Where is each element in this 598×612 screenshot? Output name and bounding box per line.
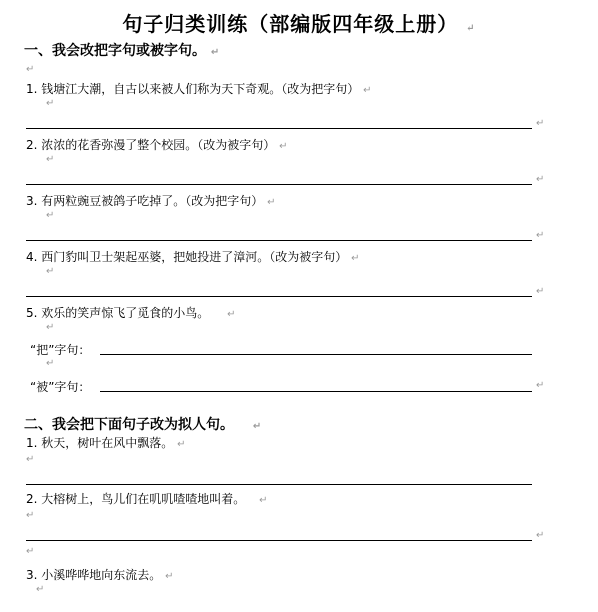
question-3 bbox=[26, 192, 275, 209]
question-text: 2. 浓浓的花香弥漫了整个校园。（改为被字句） bbox=[26, 138, 276, 152]
paragraph-mark: ↵ bbox=[46, 266, 55, 277]
page-title bbox=[0, 8, 598, 37]
section1-heading-text: 一、我会改把字句或被字句。 bbox=[24, 43, 206, 59]
section2-heading bbox=[24, 414, 261, 434]
question-4 bbox=[26, 248, 360, 265]
paragraph-mark: ↵ bbox=[46, 154, 55, 165]
answer-line[interactable] bbox=[26, 540, 532, 541]
paragraph-mark: ↵ bbox=[26, 546, 35, 557]
question-5 bbox=[26, 304, 235, 321]
paragraph-mark: ↵ bbox=[46, 210, 55, 221]
paragraph-mark: ↵ bbox=[536, 380, 545, 391]
paragraph-mark: ↵ bbox=[165, 571, 174, 582]
answer-line[interactable] bbox=[26, 296, 532, 297]
paragraph-mark: ↵ bbox=[252, 421, 262, 432]
paragraph-mark: ↵ bbox=[466, 23, 476, 34]
paragraph-mark: ↵ bbox=[536, 530, 545, 541]
s2-question-2 bbox=[26, 490, 267, 507]
bei-sentence-label: “被”字句： bbox=[30, 380, 91, 394]
question-text: 2. 大榕树上，鸟儿们在叽叽喳喳地叫着。 bbox=[26, 492, 246, 506]
paragraph-mark: ↵ bbox=[259, 495, 268, 506]
bei-answer-line[interactable] bbox=[100, 391, 532, 392]
paragraph-mark: ↵ bbox=[363, 85, 372, 96]
question-text: 5. 欢乐的笑声惊飞了觅食的小鸟。 bbox=[26, 306, 210, 320]
paragraph-mark: ↵ bbox=[227, 309, 236, 320]
paragraph-mark: ↵ bbox=[46, 358, 55, 369]
ba-answer-line[interactable] bbox=[100, 354, 532, 355]
paragraph-mark: ↵ bbox=[26, 64, 35, 75]
paragraph-mark: ↵ bbox=[267, 197, 276, 208]
answer-line[interactable] bbox=[26, 184, 532, 185]
paragraph-mark: ↵ bbox=[536, 230, 545, 241]
paragraph-mark: ↵ bbox=[46, 322, 55, 333]
s2-question-1 bbox=[26, 434, 185, 451]
paragraph-mark: ↵ bbox=[26, 454, 35, 465]
question-1 bbox=[26, 80, 372, 97]
question-2 bbox=[26, 136, 287, 153]
paragraph-mark: ↵ bbox=[536, 118, 545, 129]
section2-heading-text: 二、我会把下面句子改为拟人句。 bbox=[24, 417, 234, 433]
question-text: 4. 西门豹叫卫士架起巫婆，把她投进了漳河。（改为被字句） bbox=[26, 250, 348, 264]
question-text: 1. 秋天，树叶在风中飘落。 bbox=[26, 436, 174, 450]
paragraph-mark: ↵ bbox=[536, 174, 545, 185]
paragraph-mark: ↵ bbox=[46, 98, 55, 109]
paragraph-mark: ↵ bbox=[26, 510, 35, 521]
question-text: 3. 有两粒豌豆被鸽子吃掉了。（改为把字句） bbox=[26, 194, 264, 208]
paragraph-mark: ↵ bbox=[536, 286, 545, 297]
title-text: 句子归类训练（部编版四年级上册） bbox=[122, 12, 459, 36]
question-text: 1. 钱塘江大潮，自古以来被人们称为天下奇观。（改为把字句） bbox=[26, 82, 360, 96]
paragraph-mark: ↵ bbox=[36, 584, 45, 595]
ba-sentence-label: “把”字句： bbox=[30, 343, 91, 357]
answer-line[interactable] bbox=[26, 128, 532, 129]
answer-line[interactable] bbox=[26, 240, 532, 241]
paragraph-mark: ↵ bbox=[210, 47, 220, 58]
paragraph-mark: ↵ bbox=[279, 141, 288, 152]
question-text: 3. 小溪哗哗地向东流去。 bbox=[26, 568, 162, 582]
paragraph-mark: ↵ bbox=[177, 439, 186, 450]
answer-line[interactable] bbox=[26, 484, 532, 485]
paragraph-mark: ↵ bbox=[351, 253, 360, 264]
s2-question-3 bbox=[26, 566, 173, 583]
section1-heading bbox=[24, 40, 219, 60]
